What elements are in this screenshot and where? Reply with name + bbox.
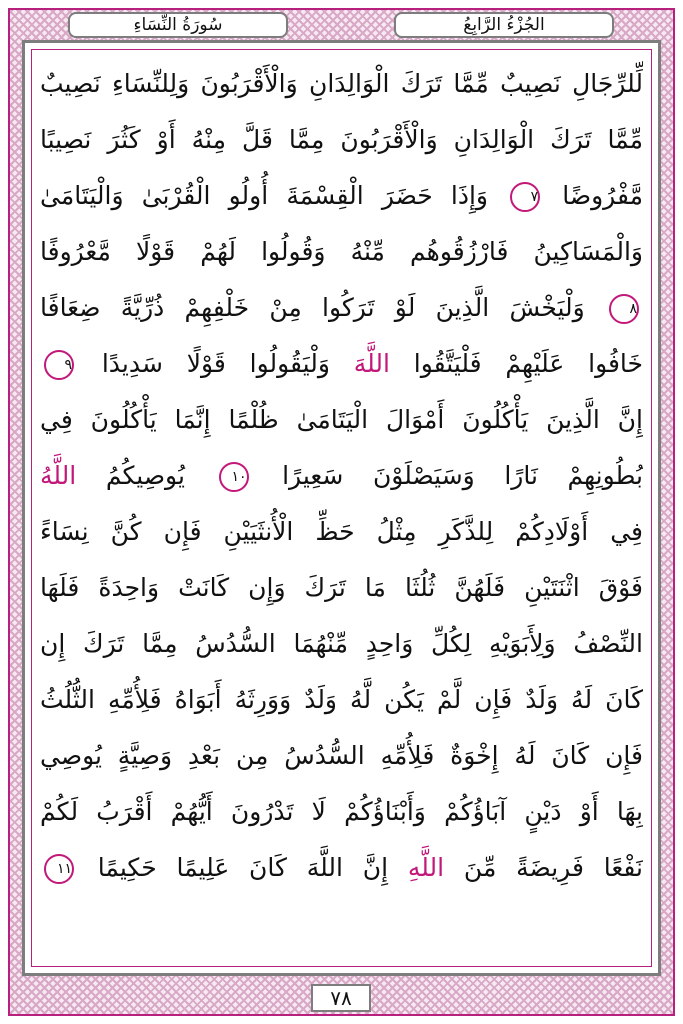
line-7: إِنَّ الَّذِينَ يَأْكُلُونَ أَمْوَالَ الْيَتَامَىٰ ظُلْمًا إِنَّمَا يَأْكُلُونَ فِي bbox=[40, 405, 643, 434]
line-8: بُطُونِهِمْ نَارًا وَسَيَصْلَوْنَ سَعِيرًا ١٠ يُوصِيكُمُ اللَّهُ bbox=[40, 461, 643, 490]
divine-name: اللَّهُ bbox=[40, 461, 77, 490]
line-10: فَوْقَ اثْنَتَيْنِ فَلَهُنَّ ثُلُثَا مَا تَرَكَ وَإِن كَانَتْ وَاحِدَةً فَلَهَا bbox=[40, 573, 643, 602]
line-14: بِهَا أَوْ دَيْنٍ آبَاؤُكُمْ وَأَبْنَاؤُكُمْ لَا تَدْرُونَ أَيُّهُمْ أَقْرَبُ لَكُمْ bbox=[40, 797, 643, 826]
line-3: مَّفْرُوضًا ٧ وَإِذَا حَضَرَ الْقِسْمَةَ أُولُو الْقُرْبَىٰ وَالْيَتَامَىٰ bbox=[40, 181, 643, 210]
line-12: كَانَ لَهُ وَلَدٌ فَإِن لَّمْ يَكُن لَّهُ وَلَدٌ وَوَرِثَهُ أَبَوَاهُ فَلِأُمِّهِ الثُّلُثُ bbox=[40, 685, 643, 714]
line-13: فَإِن كَانَ لَهُ إِخْوَةٌ فَلِأُمِّهِ السُّدُسُ مِن بَعْدِ وَصِيَّةٍ يُوصِي bbox=[40, 741, 643, 770]
line-2: مِّمَّا تَرَكَ الْوَالِدَانِ وَالْأَقْرَبُونَ مِمَّا قَلَّ مِنْهُ أَوْ كَثُرَ نَصِيبًا bbox=[40, 125, 643, 154]
surah-title: سُورَةُ النِّسَاءِ bbox=[68, 12, 288, 38]
ayah-marker-11: ١١ bbox=[44, 854, 74, 884]
line-9: فِي أَوْلَادِكُمْ لِلذَّكَرِ مِثْلُ حَظِّ الْأُنثَيَيْنِ فَإِن كُنَّ نِسَاءً bbox=[40, 517, 643, 546]
juz-title: الجُزْءُ الرَّابِعُ bbox=[394, 12, 614, 38]
line-15: نَفْعًا فَرِيضَةً مِّنَ اللَّهِ إِنَّ اللَّهَ كَانَ عَلِيمًا حَكِيمًا ١١ bbox=[40, 840, 643, 896]
ayah-marker-9: ٩ bbox=[44, 350, 74, 380]
line-1: لِّلرِّجَالِ نَصِيبٌ مِّمَّا تَرَكَ الْوَالِدَانِ وَالْأَقْرَبُونَ وَلِلنِّسَاءِ نَصِيبٌ bbox=[40, 69, 643, 98]
page-number: ٧٨ bbox=[311, 984, 371, 1012]
line-5: ٨ وَلْيَخْشَ الَّذِينَ لَوْ تَرَكُوا مِنْ خَلْفِهِمْ ذُرِّيَّةً ضِعَافًا bbox=[40, 293, 638, 322]
ayah-marker-7: ٧ bbox=[510, 182, 540, 212]
line-6: خَافُوا عَلَيْهِمْ فَلْيَتَّقُوا اللَّهَ وَلْيَقُولُوا قَوْلًا سَدِيدًا ٩ bbox=[40, 336, 643, 392]
quran-text bbox=[40, 56, 643, 964]
ayah-marker-10: ١٠ bbox=[219, 462, 249, 492]
divine-name: اللَّهِ bbox=[407, 853, 445, 882]
line-4: وَالْمَسَاكِينُ فَارْزُقُوهُم مِّنْهُ وَقُولُوا لَهُمْ قَوْلًا مَّعْرُوفًا bbox=[40, 237, 643, 266]
divine-name: اللَّهَ bbox=[353, 349, 390, 378]
ayah-marker-8: ٨ bbox=[609, 294, 639, 324]
line-11: النِّصْفُ وَلِأَبَوَيْهِ لِكُلِّ وَاحِدٍ مِّنْهُمَا السُّدُسُ مِمَّا تَرَكَ إِن bbox=[40, 629, 643, 658]
